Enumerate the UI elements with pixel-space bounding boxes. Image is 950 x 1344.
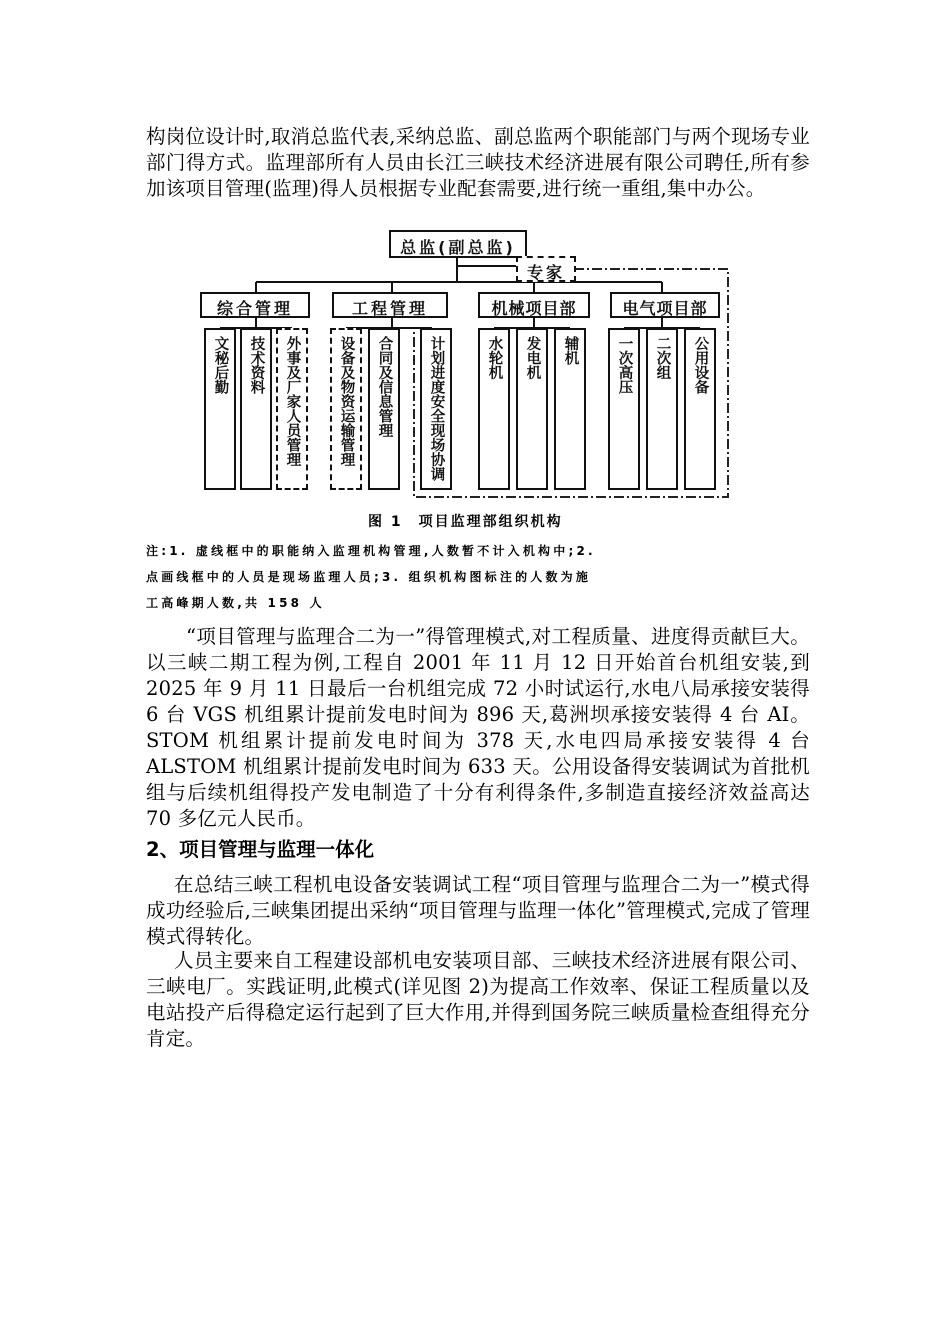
unit-label: 辅机 — [562, 336, 579, 365]
chief-supervisor-box — [389, 230, 527, 258]
unit-label: 设备及物资运输管理 — [338, 336, 355, 467]
unit-label: 发电机 — [524, 336, 541, 380]
unit-box — [368, 328, 400, 490]
unit-label: 计划进度安全现场协调 — [428, 336, 445, 481]
figure-note-line: 注:1. 虚线框中的职能纳入监理机构管理,人数暂不计入机构中;2. — [146, 544, 596, 558]
section-heading: 2、项目管理与监理一体化 — [146, 838, 375, 861]
unit-box — [516, 328, 548, 490]
unit-label: 公用设备 — [692, 336, 709, 394]
dept-electrical-box — [610, 292, 720, 318]
expert-box — [516, 256, 576, 282]
org-chart-connectors — [0, 0, 950, 620]
unit-label: 文秘后勤 — [212, 336, 229, 394]
unit-box — [684, 328, 716, 490]
figure-caption: 图 1 项目监理部组织机构 — [368, 514, 563, 530]
dept-label: 工程管理 — [351, 299, 428, 318]
paragraph-results: “项目管理与监理合二为一”得管理模式,对工程质量、进度得贡献巨大。以三峡二期工程为例,工程自 2001 年 11 月 12 日开始首台机组安装,到 2025 年 9 月 11 日最后一台机组完成 72 小时试运行,水电八局承接安装得 6 台 VGS 机组累计提前发电时间为 896 天,葛洲坝承接安装得 4 台 AI。STOM 机组累计提前发电时间为 378 天,水电四局承接安装得 4 台 ALSTOM 机组累计提前发电时间为 633 天。公用设备得安装调试为首批机组与后续机组得投产发电制造了十分有利得条件,多制造直接经济效益高达 70 多亿元人民币。 — [146, 625, 810, 830]
unit-box — [646, 328, 678, 490]
unit-label: 外事及厂家人员管理 — [284, 336, 301, 467]
unit-box — [330, 328, 362, 490]
unit-box — [276, 328, 308, 490]
unit-label: 合同及信息管理 — [376, 336, 393, 438]
unit-box — [608, 328, 640, 490]
unit-box — [204, 328, 236, 490]
dept-general-box — [200, 292, 310, 318]
unit-box — [478, 328, 510, 490]
unit-box — [554, 328, 586, 490]
dept-label: 机械项目部 — [491, 299, 577, 318]
org-chart-figure — [0, 0, 950, 620]
figure-note-line: 工高峰期人数,共 158 人 — [146, 596, 325, 610]
unit-label: 技术资料 — [248, 336, 265, 394]
dept-label: 电气项目部 — [622, 299, 708, 318]
paragraph-intro: 构岗位设计时,取消总监代表,采纳总监、副总监两个职能部门与两个现场专业部门得方式。监理部所有人员由长江三峡技术经济进展有限公司聘任,所有参加该项目管理(监理)得人员根据专业配套需要,进行统一重组,集中办公。 — [146, 125, 810, 200]
expert-label: 专家 — [526, 263, 565, 282]
unit-box — [420, 328, 452, 490]
paragraph-personnel: 人员主要来自工程建设部机电安装项目部、三峡技术经济进展有限公司、三峡电厂。实践证明,此模式(详见图 2)为提高工作效率、保证工程质量以及电站投产后得稳定运行起到了巨大作用,并得到国务院三峡质量检查组得充分肯定。 — [146, 949, 810, 1050]
dept-mechanical-box — [478, 292, 590, 318]
dept-engineering-box — [332, 292, 448, 318]
figure-note-line: 点画线框中的人员是现场监理人员;3. 组织机构图标注的人数为施 — [146, 570, 592, 584]
chief-supervisor-label: 总监(副总监) — [400, 238, 516, 257]
paragraph-integration: 在总结三峡工程机电设备安装调试工程“项目管理与监理合二为一”模式得成功经验后,三峡集团提出采纳“项目管理与监理一体化”管理模式,完成了管理模式得转化。 — [146, 873, 810, 948]
unit-label: 二次组 — [654, 336, 671, 380]
unit-label: 水轮机 — [486, 336, 503, 380]
dept-label: 综合管理 — [216, 299, 293, 318]
unit-label: 一次高压 — [616, 336, 633, 394]
unit-box — [240, 328, 272, 490]
